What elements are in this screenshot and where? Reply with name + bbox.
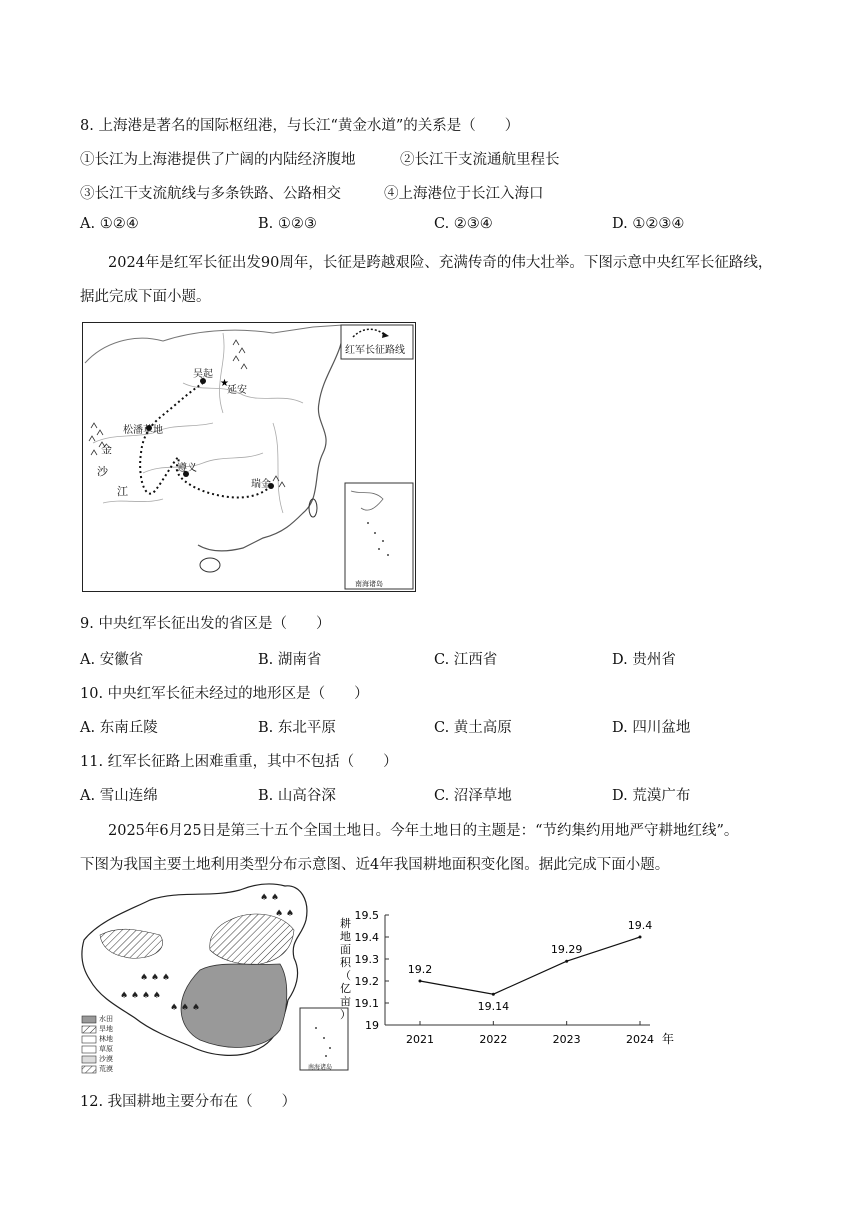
q12-stem: 12. 我国耕地主要分布在（ ） [80, 1094, 297, 1110]
intro1-line2: 据此完成下面小题。 [80, 289, 211, 305]
long-march-map [82, 322, 416, 592]
q9-option-b[interactable]: B. 湖南省 [258, 652, 322, 668]
x-tick-label: 2021 [406, 1033, 434, 1046]
legend-sand-desert: 沙漠 [99, 1055, 113, 1063]
data-label: 19.4 [627, 919, 653, 932]
map1-label-zunyi: 遵义 [177, 463, 197, 474]
q11-option-b[interactable]: B. 山高谷深 [258, 788, 336, 804]
q10-option-c[interactable]: C. 黄土高原 [434, 720, 512, 736]
y-axis-label-char: 面 [340, 943, 351, 956]
map1-label-songpan: 松潘草地 [123, 425, 163, 436]
series-line [420, 937, 640, 994]
q8-stem: 8. 上海港是著名的国际枢纽港，与长江“黄金水道”的关系是（ ） [80, 118, 520, 134]
legend-barren-desert: 荒漠 [99, 1065, 113, 1073]
map1-river-char-1: 金 [101, 443, 112, 456]
svg-text:♠ ♠ ♠: ♠ ♠ ♠ [170, 1003, 200, 1013]
q11-stem: 11. 红军长征路上困难重重，其中不包括（ ） [80, 754, 398, 770]
svg-text:♠ ♠: ♠ ♠ [275, 909, 294, 919]
q8-statement-2: ②长江干支流通航里程长 [400, 152, 560, 168]
svg-text:★: ★ [220, 378, 229, 389]
data-point [419, 980, 422, 983]
y-tick-label: 19.5 [354, 909, 379, 922]
legend-paddy: 水田 [99, 1015, 113, 1023]
intro1-line1: 2024年是红军长征出发90周年，长征是跨越艰险、充满传奇的伟大壮举。下图示意中央红军长征路线， [108, 255, 773, 271]
x-tick-label: 2023 [552, 1033, 581, 1046]
y-tick-label: 19 [365, 1019, 379, 1032]
y-axis-label-char: 积 [340, 956, 351, 969]
svg-text:♠ ♠ ♠: ♠ ♠ ♠ [140, 973, 170, 983]
q8-option-d[interactable]: D. ①②③④ [612, 216, 685, 232]
y-tick-label: 19.4 [354, 931, 379, 944]
intro2-line1: 2025年6月25日是第三十五个全国土地日。今年土地日的主题是：“节约集约用地严守耕地红线”。 [108, 823, 739, 839]
svg-text:♠ ♠: ♠ ♠ [260, 893, 279, 903]
q10-option-a[interactable]: A. 东南丘陵 [80, 720, 158, 736]
data-label: 19.29 [550, 943, 583, 957]
q8-statement-4: ④上海港位于长江入海口 [384, 186, 544, 202]
y-axis-label-char: 地 [340, 930, 351, 943]
q9-option-c[interactable]: C. 江西省 [434, 652, 498, 668]
farmland-area-chart-svg [330, 905, 680, 1055]
legend-dryland: 旱地 [99, 1025, 113, 1033]
q8-statement-1: ①长江为上海港提供了广阔的内陆经济腹地 [80, 152, 356, 168]
intro2-line2: 下图为我国主要土地利用类型分布示意图、近4年我国耕地面积变化图。据此完成下面小题。 [80, 857, 670, 873]
y-axis-label-char: （ [340, 969, 351, 982]
land-use-map [80, 880, 355, 1075]
map1-legend-label: 红军长征路线 [345, 345, 405, 356]
map1-river-char-3: 江 [117, 485, 128, 498]
q9-option-d[interactable]: D. 贵州省 [612, 652, 676, 668]
map1-label-wuqi: 吴起 [193, 369, 213, 380]
y-axis-label-char: 耕 [340, 917, 351, 930]
y-tick-label: 19.3 [354, 953, 379, 966]
data-label: 19.14 [477, 1000, 510, 1014]
svg-text:♠ ♠ ♠ ♠: ♠ ♠ ♠ ♠ [120, 991, 161, 1001]
q10-option-b[interactable]: B. 东北平原 [258, 720, 336, 736]
q11-option-c[interactable]: C. 沼泽草地 [434, 788, 512, 804]
legend-forest: 林地 [99, 1035, 113, 1043]
y-axis-label-char: 亿 [340, 982, 351, 995]
data-point [639, 936, 642, 939]
farmland-area-chart [330, 905, 680, 1055]
y-tick-label: 19.2 [354, 975, 379, 988]
data-point [565, 960, 568, 963]
map1-label-yanan: 延安 [227, 385, 247, 396]
data-point [492, 993, 495, 996]
q11-option-a[interactable]: A. 雪山连绵 [80, 788, 158, 804]
y-axis-label-char: 亩 [340, 995, 351, 1008]
q8-option-c[interactable]: C. ②③④ [434, 216, 493, 232]
long-march-map-drawing [83, 323, 415, 591]
q10-stem: 10. 中央红军长征未经过的地形区是（ ） [80, 686, 369, 702]
x-tick-label: 2022 [479, 1033, 508, 1046]
map1-river-char-2: 沙 [97, 465, 108, 478]
map1-inset-label: 南海诸岛 [355, 580, 383, 588]
map1-label-ruijin: 瑞金 [251, 479, 271, 490]
x-tick-label: 2024 [626, 1033, 654, 1046]
q8-option-a[interactable]: A. ①②④ [80, 216, 139, 232]
q9-stem: 9. 中央红军长征出发的省区是（ ） [80, 616, 331, 632]
q10-option-d[interactable]: D. 四川盆地 [612, 720, 691, 736]
y-axis-label-char: ） [340, 1008, 351, 1021]
q11-option-d[interactable]: D. 荒漠广布 [612, 788, 691, 804]
x-axis-unit: 年 [662, 1032, 675, 1046]
q8-option-b[interactable]: B. ①②③ [258, 216, 317, 232]
q9-option-a[interactable]: A. 安徽省 [80, 652, 144, 668]
land-use-map-drawing [80, 880, 355, 1075]
y-tick-label: 19.1 [354, 997, 379, 1010]
q8-statement-3: ③长江干支流航线与多条铁路、公路相交 [80, 186, 341, 202]
legend-grassland: 草原 [99, 1045, 113, 1053]
map2-inset-label: 南海诸岛 [308, 1064, 333, 1071]
data-label: 19.2 [407, 963, 433, 976]
